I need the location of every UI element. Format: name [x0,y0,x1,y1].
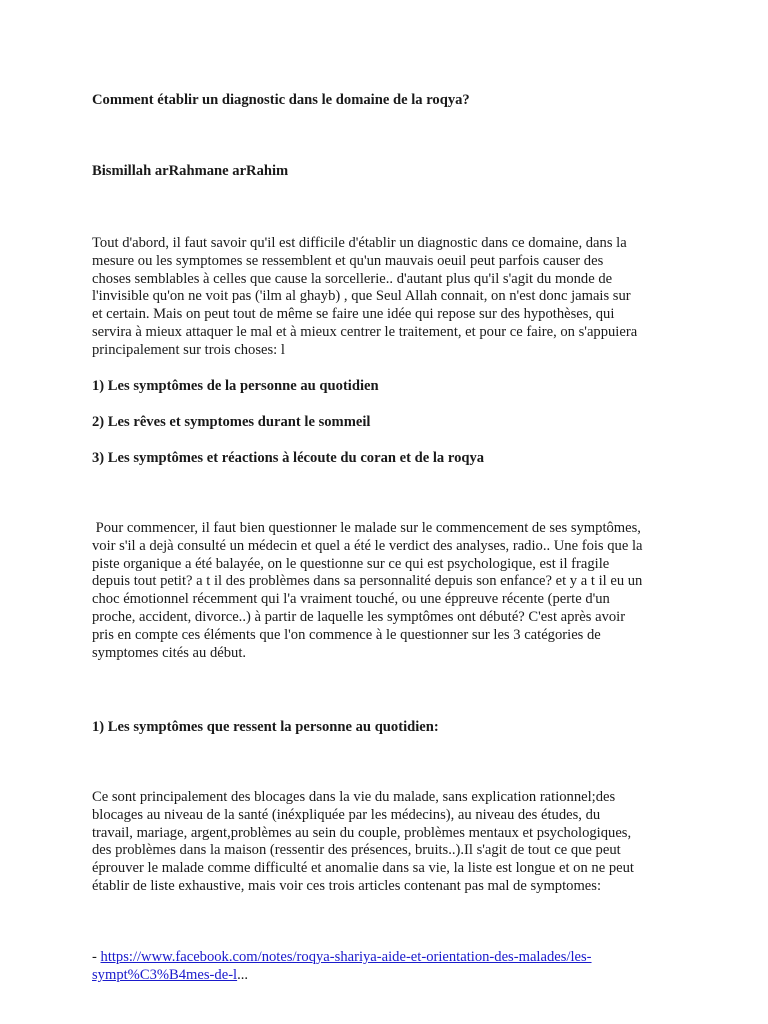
questioning-line: depuis tout petit? a t il des problèmes dans sa personnalité depuis son enfance? et y a t il eu un [92,573,643,590]
section1-line: Ce sont principalement des blocages dans la vie du malade, sans explication rationnel;des [92,789,616,805]
point-dreams-sleep: 2) Les rêves et symptomes durant le sommeil [92,414,371,430]
section1-line: éprouver le malade comme difficulté et anomalie dans sa vie, la liste est longue et on ne peut [92,860,634,877]
facebook-notes-link[interactable]: https://www.facebook.com/notes/roqya-shariya-aide-et-orientation-des-malades/les- [100,949,592,965]
intro-line: l'invisible qu'on ne voit pas ('ilm al ghayb) , que Seul Allah connait, on n'est donc jamais sur [92,288,631,305]
intro-line: mesure ou les symptomes se ressemblent et qu'un mauvais oeuil peut parfois causer des [92,252,604,269]
facebook-notes-link-continued[interactable]: sympt%C3%B4mes-de-l [92,966,238,983]
questioning-paragraph [92,520,692,662]
link-ellipsis: ... [237,966,249,983]
questioning-line: pris en compte ces éléments que l'on commence à le questionner sur les 3 catégories de [92,626,601,643]
basmala-line: Bismillah arRahmane arRahim [92,163,289,179]
document-title: Comment établir un diagnostic dans le domaine de la roqya? [92,92,470,108]
section1-line: travail, mariage, argent,problèmes au sein du couple, problèmes mentaux et psychologiques, [92,824,632,841]
point-coran-reactions: 3) Les symptômes et réactions à lécoute du coran et de la roqya [92,450,485,466]
questioning-line: proche, accident, divorce..) à partir de laquelle les symptômes ont débuté? C'est après avoir [92,608,626,625]
link-prefix: - [92,949,101,965]
questioning-line: voir s'il a dejà consulté un médecin et quel a été le verdict des analyses, radio.. Une fois que la [92,537,643,554]
questioning-line: symptomes cités au début. [92,644,247,661]
section1-line: établir de liste exhaustive, mais voir ces trois articles contenant pas mal de symptomes: [92,877,602,894]
intro-paragraph [92,235,692,360]
intro-line: et certain. Mais on peut tout de même se faire une idée qui repose sur des hypothèses, qui [92,306,615,323]
intro-line: principalement sur trois choses: l [92,341,285,358]
point-symptoms-daily: 1) Les symptômes de la personne au quotidien [92,378,379,394]
section1-line: des problèmes dans la maison (ressentir des présences, bruits..).Il s'agit de tout ce que peut [92,842,621,859]
intro-line: choses semblables à celles que cause la sorcellerie.. d'autant plus qu'il s'agit du monde de [92,270,613,287]
intro-line: Tout d'abord, il faut savoir qu'il est difficile d'établir un diagnostic dans ce domaine, dans la [92,235,627,251]
section1-heading: 1) Les symptômes que ressent la personne au quotidien: [92,719,439,735]
article-link-block [92,949,692,985]
section1-paragraph [92,789,692,896]
questioning-line: piste organique a été balayée, on le questionne sur ce qui est psychologique, est il fragile [92,555,610,572]
questioning-line: Pour commencer, il faut bien questionner le malade sur le commencement de ses symptômes, [92,520,641,536]
section1-line: blocages au niveau de la santé (inéxpliquée par les médecins), au niveau des études, du [92,806,601,823]
intro-line: servira à mieux attaquer le mal et à mieux centrer le traitement, et pour ce faire, on s'appuiera [92,323,638,340]
link-line-1 [92,949,692,967]
questioning-line: choc émotionnel récemment qui l'a vraiment touché, ou une éppreuve récente (perte d'un [92,591,610,608]
link-line-2 [92,967,692,985]
